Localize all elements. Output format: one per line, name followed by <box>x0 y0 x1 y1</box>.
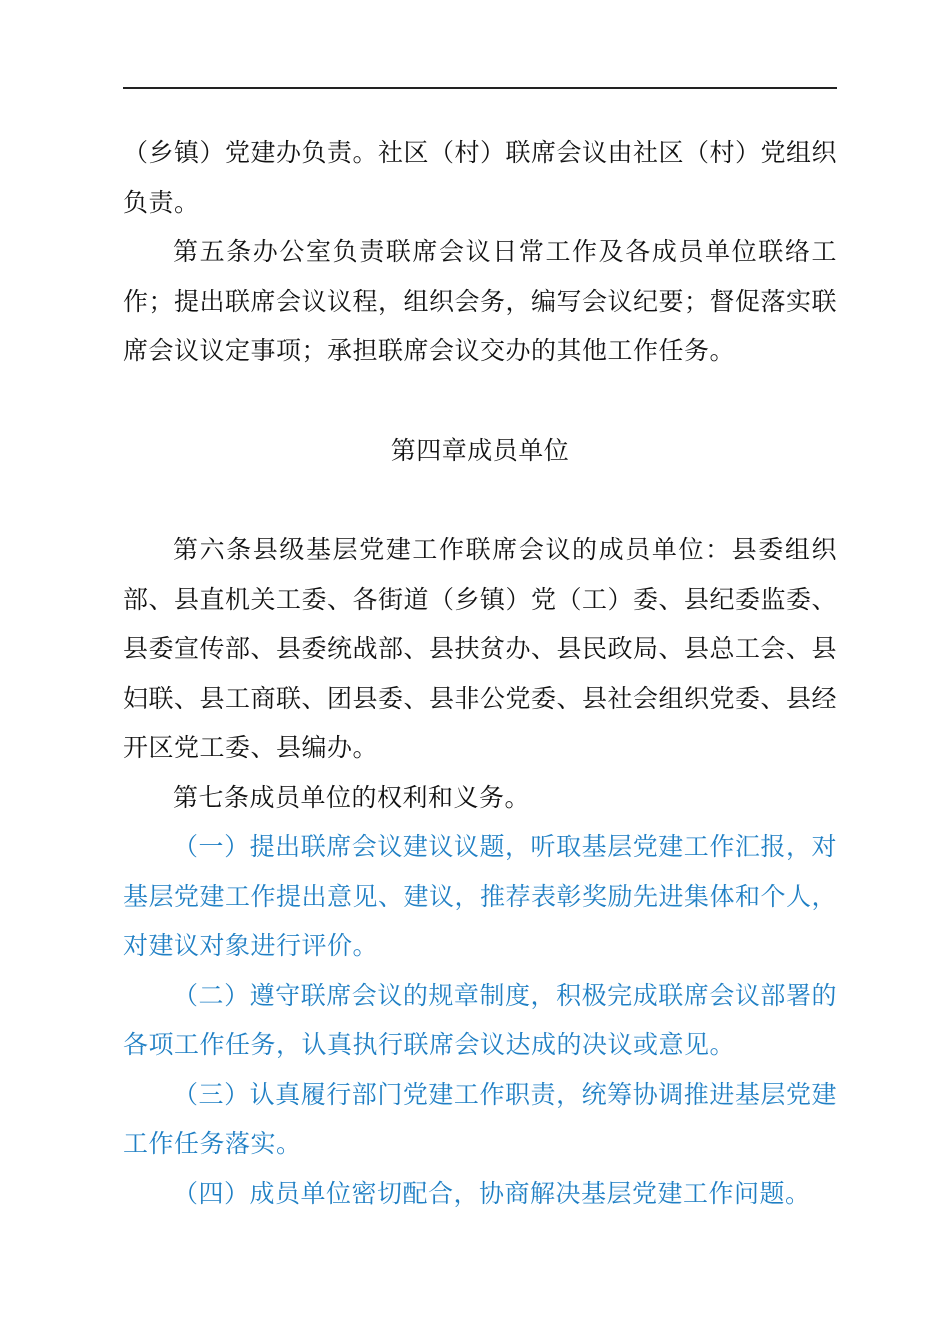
paragraph-article-7: 第七条成员单位的权利和义务。 <box>173 782 531 812</box>
chapter-title: 第四章成员单位 <box>390 435 570 465</box>
list-item-2: （二）遵守联席会议的规章制度，积极完成联席会议部署的各项工作任务，认真执行联席会议达成的决议或意见。 <box>123 980 837 1059</box>
document-body <box>123 128 837 1218</box>
list-item-4: （四）成员单位密切配合，协商解决基层党建工作问题。 <box>173 1178 811 1208</box>
paragraph-article-6: 第六条县级基层党建工作联席会议的成员单位：县委组织部、县直机关工委、各街道（乡镇）党（工）委、县纪委监委、县委宣传部、县委统战部、县扶贫办、县民政局、县总工会、县妇联、县工商联、团县委、县非公党委、县社会组织党委、县经开区党工委、县编办。 <box>123 535 838 762</box>
paragraph-article-5: 第五条办公室负责联席会议日常工作及各成员单位联络工作；提出联席会议议程，组织会务，编写会议纪要；督促落实联席会议议定事项；承担联席会议交办的其他工作任务。 <box>123 237 838 365</box>
list-item-1: （一）提出联席会议建议议题，听取基层党建工作汇报，对基层党建工作提出意见、建议，推荐表彰奖励先进集体和个人，对建议对象进行评价。 <box>123 832 838 960</box>
paragraph-continuation: （乡镇）党建办负责。社区（村）联席会议由社区（村）党组织负责。 <box>123 138 838 217</box>
list-item-3: （三）认真履行部门党建工作职责，统筹协调推进基层党建工作任务落实。 <box>123 1079 837 1158</box>
header-rule <box>123 87 837 89</box>
